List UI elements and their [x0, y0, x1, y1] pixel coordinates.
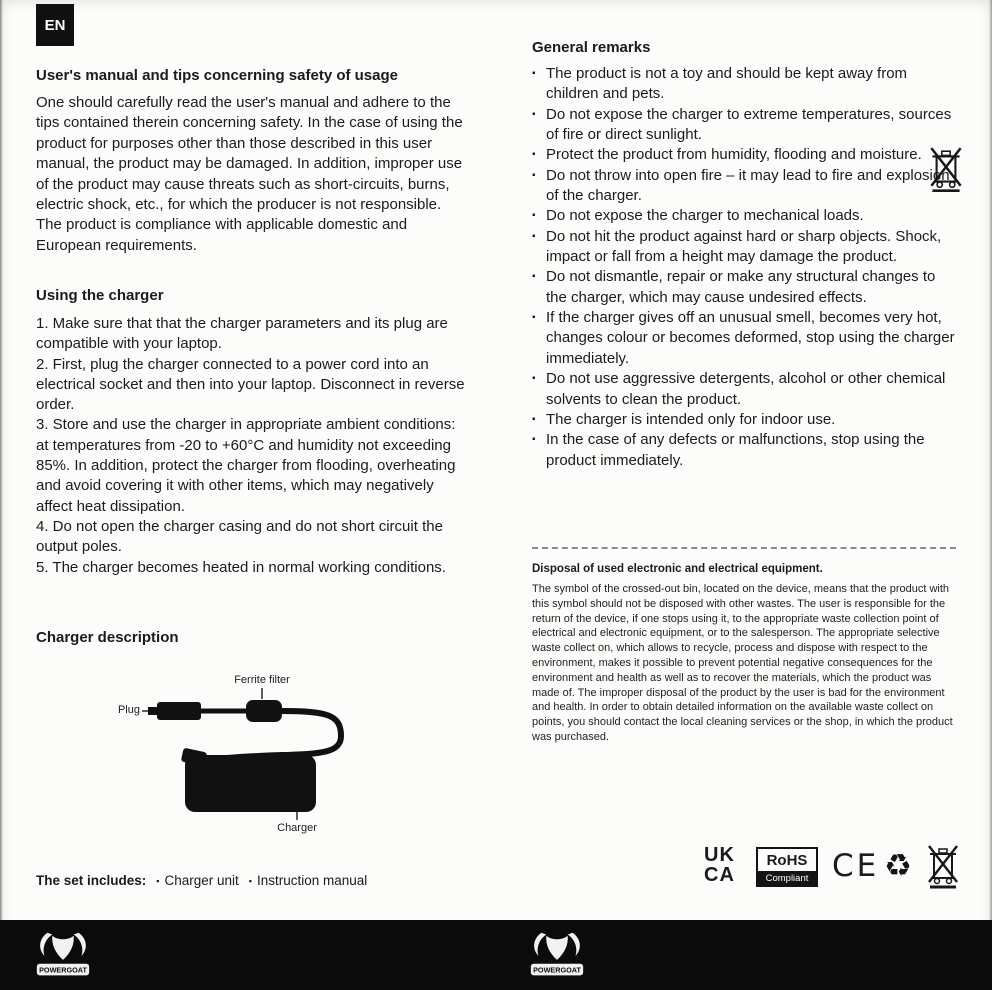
brand-text: POWERGOAT — [39, 965, 87, 975]
language-badge: EN — [36, 4, 74, 46]
ferrite-filter-label: Ferrite filter — [234, 674, 290, 686]
bullet-icon: ▪ — [532, 413, 536, 425]
bullet-icon: ▪ — [532, 373, 536, 385]
ukca-top: UK — [704, 844, 735, 866]
bullet-icon: ▪ — [532, 108, 536, 120]
remark-item: ▪ Protect the product from humidity, flooding and moisture. — [532, 145, 958, 165]
using-item: 2. First, plug the charger connected to a power cord into an electrical socket and then into your laptop. Disconnect in reverse order. — [36, 355, 465, 414]
manual-body: One should carefully read the user's manual and adhere to the tips contained therein concerning safety. In the case of using the product for purposes other than those described in this user manual, the product may be damaged. In addition, improper use of the product may cause threats such as short-circuits, burns, electric shock, etc., for which the producer is not responsible. The product is compliance with applicable domestic and European requirements. — [36, 94, 463, 254]
charger-diagram-art — [36, 662, 468, 854]
set-includes — [36, 872, 476, 890]
remark-item: ▪ In the case of any defects or malfunctions, stop using the product immediately. — [532, 431, 925, 469]
bullet-icon: ▪ — [532, 230, 536, 242]
remark-item: ▪ Do not dismantle, repair or make any structural changes to the charger, which may cause undesired effects. — [532, 268, 936, 306]
remark-item: ▪ Do not expose the charger to extreme temperatures, sources of fire or direct sunlight. — [532, 105, 952, 144]
weee-crossed-bin-icon — [926, 843, 960, 894]
remark-item: ▪ The product is not a toy and should be kept away from children and pets. — [532, 65, 908, 103]
remark-item: ▪ If the charger gives off an unusual smell, becomes very hot, changes colour or becomes deformed, stop using the charger immediately. — [532, 309, 955, 367]
goat-emblem-icon — [526, 926, 588, 984]
footer-bar — [0, 920, 992, 990]
charger-description-heading: Charger description — [36, 629, 179, 646]
goat-emblem-icon — [32, 926, 94, 984]
powergoat-logo — [526, 926, 588, 984]
brand-text: POWERGOAT — [533, 965, 581, 975]
powergoat-logo — [32, 926, 94, 984]
ukca-bottom: CA — [704, 864, 735, 886]
using-item: 3. Store and use the charger in appropriate ambient conditions: at temperatures from -20 to +60°C and humidity not exceeding 85%. In addition, protect the charger from flooding, overheating and avoid covering it with other items, which may negatively affect heat dissipation. — [36, 416, 456, 515]
using-charger-list — [36, 314, 469, 578]
dashed-divider — [532, 547, 956, 549]
set-includes-label: The set includes: — [36, 872, 147, 888]
bullet-icon: ▪ — [532, 271, 536, 283]
bullet-icon: ▪ — [532, 312, 536, 324]
using-item: 4. Do not open the charger casing and do not short circuit the output poles. — [36, 517, 443, 556]
set-includes-item: Charger unit — [164, 872, 239, 888]
ce-mark: CE — [832, 848, 880, 884]
set-includes-item: Instruction manual — [256, 872, 368, 888]
bullet-icon: ▪ — [532, 434, 536, 446]
bullet-icon: ▪ — [532, 149, 536, 161]
remark-item: ▪ Do not throw into open fire – it may lead to fire and explosion of the charger. — [532, 166, 950, 205]
remark-item: ▪ Do not use aggressive detergents, alcohol or other chemical solvents to clean the product. — [532, 370, 946, 408]
disposal-body: The symbol of the crossed-out bin, located on the device, means that the product with this symbol should not be disposed with other wastes. The user is responsible for the return of the device, if one stops using it, to the appropriate waste collection point of electrical and electronic equipment, or to the salesperson. The appropriate selective waste collect on, which allows to recycle, process and dispose with respect to the environment, makes it possible to prevent potential negative consequences for the environment and health as well as to recover the materials, which the product was made of. The improper disposal of the product by the user is bad for the environment and health. In order to obtain detailed information on the available waste collect on points, you should contact the local cleaning services or the shop, in which the product was purchased. — [532, 583, 953, 743]
rohs-text: RoHS — [766, 851, 808, 869]
bullet-icon: ▪ — [532, 210, 536, 222]
bullet-icon: ▪ — [156, 875, 160, 886]
rohs-compliant-text: Compliant — [758, 871, 816, 885]
ukca-mark — [704, 845, 735, 885]
bullet-icon: ▪ — [248, 875, 252, 886]
manual-heading: User's manual and tips concerning safety of usage — [36, 67, 398, 84]
disposal-heading: Disposal of used electronic and electrical equipment. — [532, 563, 823, 575]
remark-item: ▪ The charger is intended only for indoor use. — [532, 410, 958, 430]
using-item: 1. Make sure that that the charger parameters and its plug are compatible with your laptop. — [36, 315, 448, 353]
general-remarks-list — [532, 64, 958, 471]
remark-item: ▪ Do not hit the product against hard or sharp objects. Shock, impact or fall from a height may damage the product. — [532, 227, 942, 266]
bullet-icon: ▪ — [532, 68, 536, 79]
using-item: 5. The charger becomes heated in normal working conditions. — [36, 558, 446, 576]
using-charger-heading: Using the charger — [36, 287, 164, 304]
general-remarks-heading: General remarks — [532, 39, 651, 56]
bullet-icon: ▪ — [532, 169, 536, 181]
charger-diagram — [36, 662, 468, 854]
charger-label: Charger — [277, 822, 317, 834]
rohs-badge — [756, 847, 818, 887]
recycle-icon: ♻ — [884, 848, 912, 884]
remark-item: ▪ Do not expose the charger to mechanical loads. — [532, 206, 958, 226]
plug-label: Plug — [117, 704, 140, 716]
